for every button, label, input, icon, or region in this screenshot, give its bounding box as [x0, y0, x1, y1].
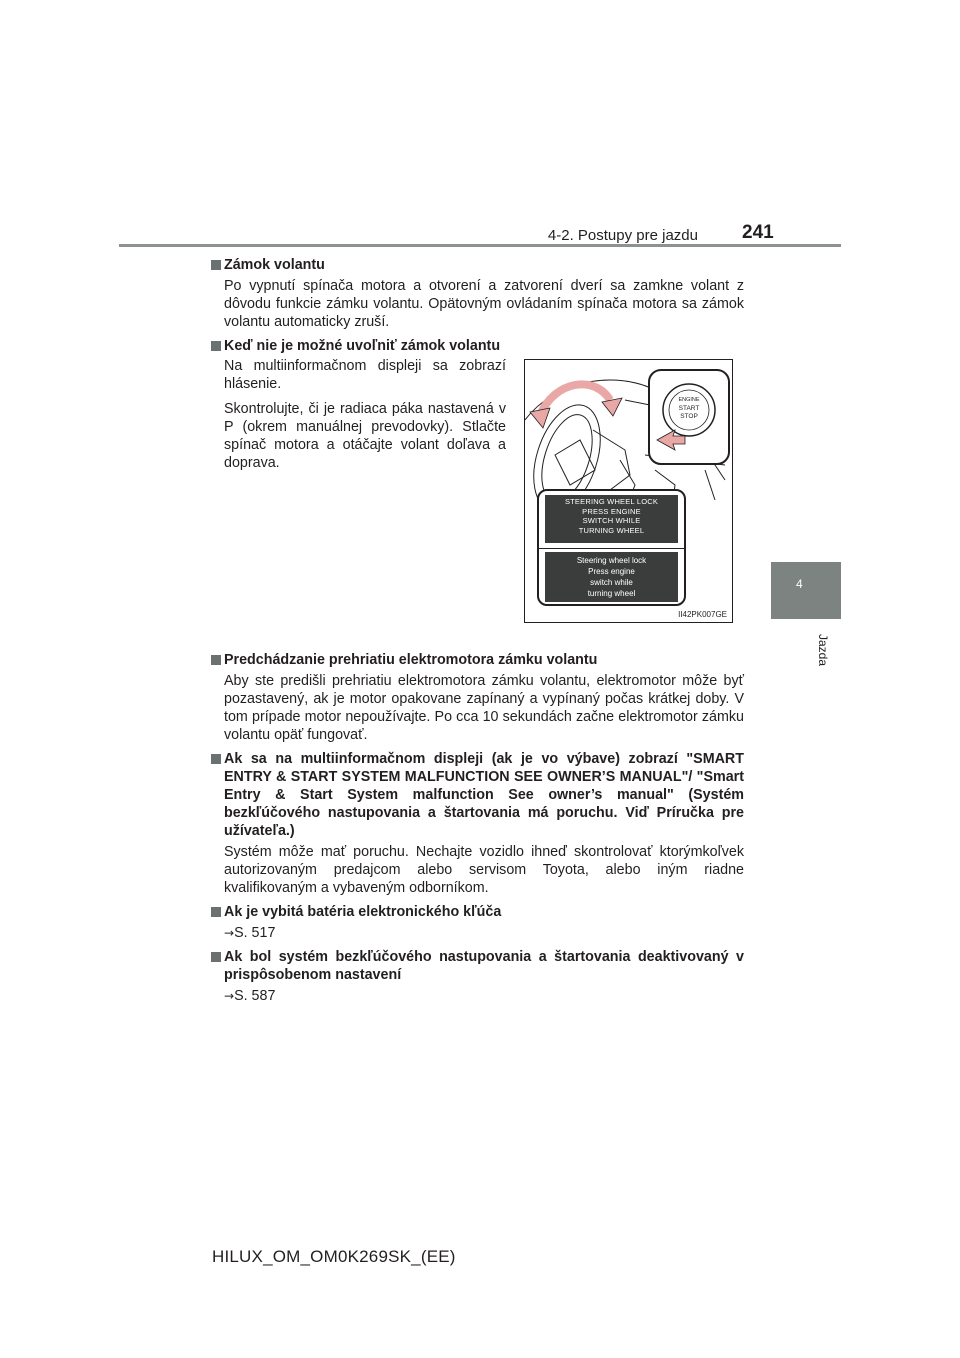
multi-information-display — [537, 489, 686, 606]
section-title — [211, 948, 744, 984]
section-title-text: Ak sa na multiinformačnom displeji (ak je vo výbave) zobrazí "SMART ENTRY & START SYSTEM MALFUNCTION SEE OWNER’S MANUAL"/ "Smart Entry & Start System malfunction See owner’s manual" (Systém bezkľúčového nastupovania a štartovania má poruchu. Viď Príručka pre užívateľa.) — [224, 751, 744, 839]
figure-text — [224, 357, 506, 479]
page-reference[interactable] — [211, 987, 744, 1005]
reference-text[interactable]: S. 517 — [234, 925, 276, 941]
paragraph: Skontrolujte, či je radiaca páka nastavená v P (okrem manuálnej prevodovky). Stlačte spínač motora a otáčajte volant doľava a doprava. — [224, 401, 506, 471]
chapter-label: Jazda — [816, 634, 830, 667]
display-message-lower: Steering wheel lock Press engine switch while turning wheel — [545, 552, 678, 602]
document-footer-code: HILUX_OM_OM0K269SK_(EE) — [212, 1247, 456, 1266]
reference-text[interactable]: S. 587 — [234, 988, 276, 1004]
section-deactivated — [211, 948, 744, 1005]
paragraph: Na multiinformačnom displeji sa zobrazí hlásenie. — [224, 358, 506, 392]
button-label: STOP — [680, 413, 698, 420]
section-title — [211, 337, 744, 355]
bullet-square-icon — [211, 907, 221, 917]
arrow-right-icon: → — [224, 989, 235, 1003]
paragraph: Po vypnutí spínača motora a otvorení a zatvorení dverí sa zamkne volant z dôvodu funkcie zámku volantu. Opätovným ovládaním spínača motora sa zámok volantu automaticky zruší. — [224, 278, 744, 330]
section-title-text: Predchádzanie prehriatiu elektromotora zámku volantu — [224, 652, 598, 668]
display-message-upper: STEERING WHEEL LOCK PRESS ENGINE SWITCH WHILE TURNING WHEEL — [545, 495, 678, 543]
section-title-text: Keď nie je možné uvoľniť zámok volantu — [224, 338, 501, 354]
figure-caption: II42PK007GE — [678, 610, 727, 619]
display-divider — [539, 548, 684, 549]
main-content — [211, 256, 744, 1011]
button-label: START — [678, 405, 700, 412]
header-divider — [119, 244, 841, 247]
bullet-square-icon — [211, 655, 221, 665]
section-title-text: Zámok volantu — [224, 257, 325, 273]
section-title — [211, 750, 744, 840]
paragraph: Aby ste predišli prehriatiu elektromotora zámku volantu, elektromotor môže byť pozastavený, ak je motor opakovane zapínaný a vypínaný počas krátkej doby. V tom prípade motor nepoužívajte. Po cca 10 sekundách začne elektromotor zámku volantu opäť fungovať. — [224, 673, 744, 743]
section-title — [211, 903, 744, 921]
chapter-tab — [771, 562, 841, 619]
section-title-text: Ak bol systém bezkľúčového nastupovania a štartovania deaktivovaný v prispôsobenom nastavení — [224, 949, 744, 983]
page-reference[interactable] — [211, 924, 744, 942]
header-section-title: 4-2. Postupy pre jazdu — [547, 227, 698, 244]
page-number: 241 — [742, 222, 774, 243]
section-overheat — [211, 651, 744, 744]
arrow-right-icon: → — [224, 926, 235, 940]
section-battery — [211, 903, 744, 942]
paragraph: Systém môže mať poruchu. Nechajte vozidlo ihneď skontrolovať ktorýmkoľvek autorizovaným predajcom alebo servisom Toyota, alebo iným riadne kvalifikovaným a vybaveným odborníkom. — [224, 844, 744, 896]
figure-row — [211, 357, 744, 645]
section-title-text: Ak je vybitá batéria elektronického kľúča — [224, 904, 502, 920]
section-unlock-fail — [211, 337, 744, 645]
bullet-square-icon — [211, 341, 221, 351]
bullet-square-icon — [211, 952, 221, 962]
chapter-number: 4 — [796, 577, 803, 591]
section-title — [211, 651, 744, 669]
bullet-square-icon — [211, 260, 221, 270]
bullet-square-icon — [211, 754, 221, 764]
section-title — [211, 256, 744, 274]
illustration — [524, 359, 733, 623]
section-malfunction — [211, 750, 744, 897]
section-steering-lock — [211, 256, 744, 331]
button-label: ENGINE — [678, 397, 700, 403]
